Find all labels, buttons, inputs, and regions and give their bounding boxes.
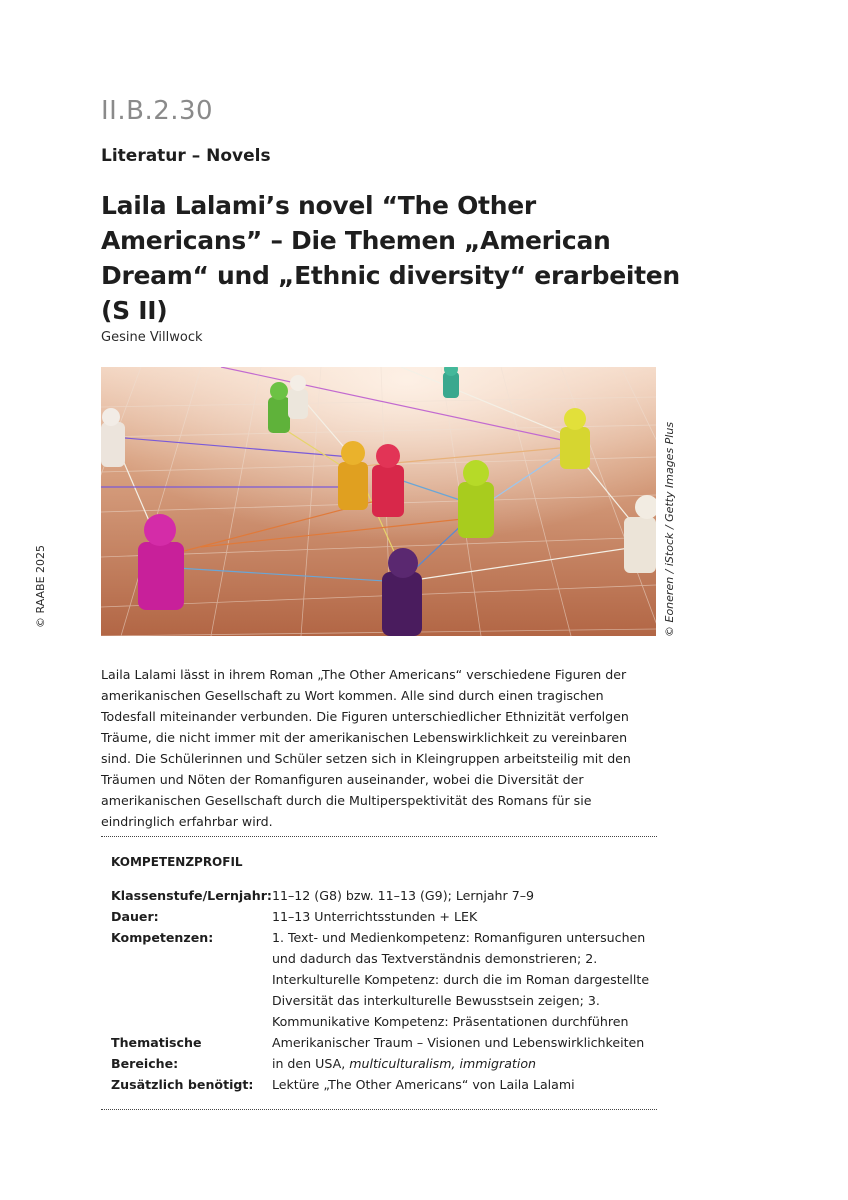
competence-profile-heading: KOMPETENZPROFIL: [111, 855, 243, 869]
profile-row: [111, 1032, 657, 1074]
competence-profile-table: [111, 885, 657, 1095]
profile-row: [111, 927, 657, 1032]
profile-value: 11–13 Unterrichtsstunden + LEK: [271, 909, 478, 924]
network-figures-photo: [101, 367, 656, 636]
dotted-divider-top: [101, 836, 657, 837]
profile-label: Thematische Bereiche:: [111, 1035, 202, 1071]
profile-label: Klassenstufe/Lernjahr:: [111, 888, 272, 903]
profile-value: 1. Text- und Medienkompetenz: Romanfiguren untersuchen und dadurch das Textverständnis demonstrieren; 2. Interkulturelle Kompetenz: durch die im Roman dargestellte Diversität das interkulturelle Bewusstsein zeigen; 3. Kommunikative Kompetenz: Präsentationen durchführen: [271, 930, 650, 1029]
introduction-text: [101, 664, 657, 832]
profile-label: Dauer:: [111, 909, 159, 924]
profile-value: [272, 1032, 657, 1074]
profile-label: Zusätzlich benötigt:: [111, 1077, 254, 1092]
profile-value-italic: multiculturalism, immigration: [349, 1056, 537, 1071]
copyright-note: © RAABE 2025: [34, 544, 47, 628]
author-name: Gesine Villwock: [101, 330, 203, 345]
profile-label: Kompetenzen:: [111, 930, 214, 945]
profile-value: 11–12 (G8) bzw. 11–13 (G9); Lernjahr 7–9: [271, 888, 535, 903]
profile-row: [111, 1074, 657, 1095]
category-label: Literatur – Novels: [101, 146, 271, 166]
dotted-divider-bottom: [101, 1109, 657, 1110]
profile-value: Lektüre „The Other Americans“ von Laila Lalami: [271, 1077, 575, 1092]
profile-value-plain: Amerikanischer Traum – Visionen und Lebenswirklichkeiten in den USA,: [271, 1035, 645, 1071]
profile-row: [111, 885, 657, 906]
document-title: Laila Lalami’s novel “The Other Americans” – Die Themen „American Dream“ und „Ethnic diversity“ erarbeiten (S II): [101, 191, 680, 325]
photo-credit: © Eoneren / iStock / Getty Images Plus: [663, 421, 676, 637]
document-code: II.B.2.30: [101, 96, 214, 126]
intro-paragraph: Laila Lalami lässt in ihrem Roman „The Other Americans“ verschiedene Figuren der amerikanischen Gesellschaft zu Wort kommen. Alle sind durch einen tragischen Todesfall miteinander verbunden. Die Figuren unterschiedlicher Ethnizität verfolgen Träume, die nicht immer mit der amerikanischen Lebenswirklichkeit zu vereinbaren sind. Die Schülerinnen und Schüler setzen sich in Kleingruppen arbeitsteilig mit den Träumen und Nöten der Romanfiguren auseinander, wobei die Diversität der amerikanischen Gesellschaft durch die Multiperspektivität des Romans für sie eindringlich erfahrbar wird.: [101, 667, 631, 829]
profile-row: [111, 906, 657, 927]
